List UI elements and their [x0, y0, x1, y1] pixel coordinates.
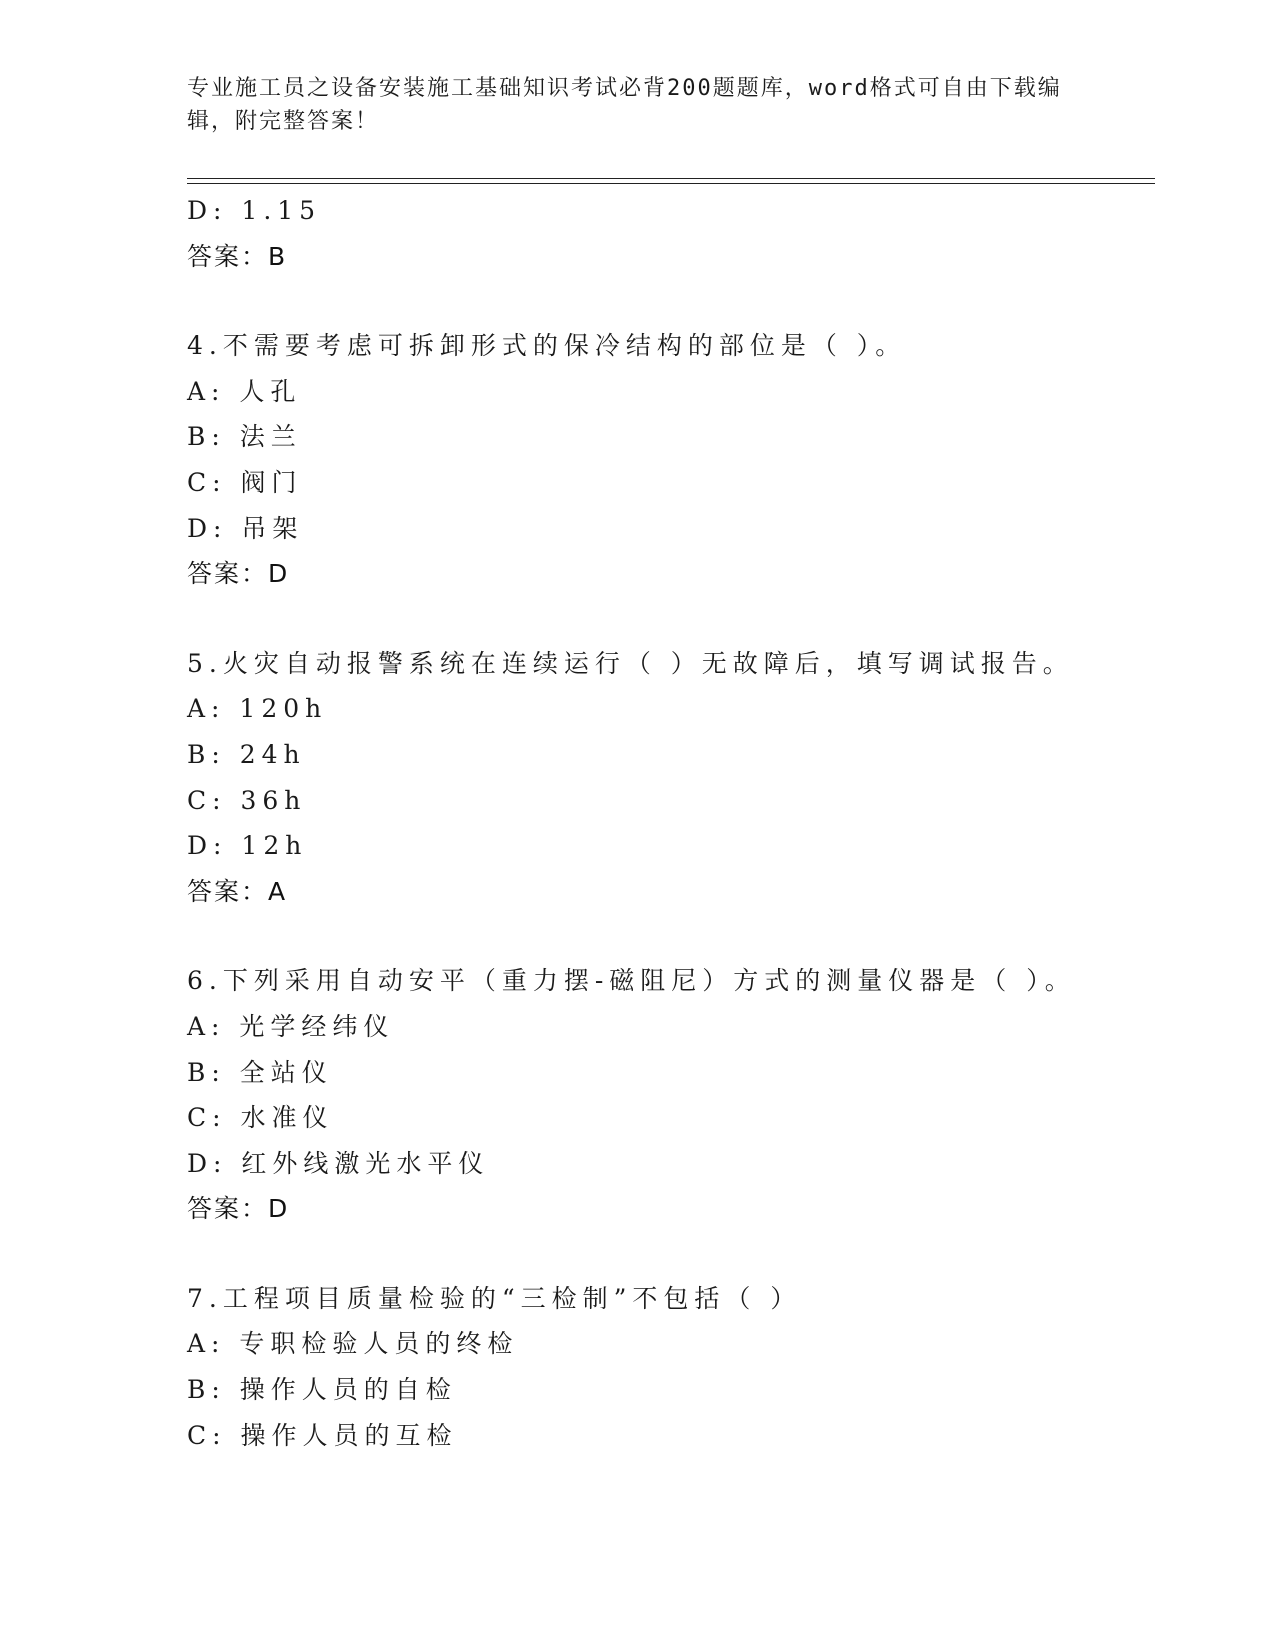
option-b: B: 操作人员的自检 — [187, 1375, 457, 1405]
answer-line: 答案：A — [187, 876, 288, 906]
question-text: 6.下列采用自动安平（重力摆-磁阻尼）方式的测量仪器是（ ）。 — [187, 966, 1076, 996]
answer-line: 答案：D — [187, 1194, 290, 1224]
question-4 — [187, 323, 1155, 597]
option-a: A: 专职检验人员的终检 — [187, 1329, 519, 1359]
option-c: C: 36h — [187, 785, 307, 815]
option-d: D: 12h — [187, 831, 308, 861]
option-b: B: 24h — [187, 739, 306, 769]
spacer — [187, 1232, 1155, 1276]
answer-line: 答案：B — [187, 241, 288, 271]
option-a: A: 120h — [187, 694, 328, 724]
question-text: 5.火灾自动报警系统在连续运行（ ）无故障后，填写调试报告。 — [187, 648, 1074, 678]
spacer — [187, 914, 1155, 958]
question-7 — [187, 1276, 1155, 1458]
option-c: C: 操作人员的互检 — [187, 1420, 458, 1450]
header-divider-bottom — [187, 183, 1155, 184]
option-d: D: 吊架 — [187, 513, 304, 543]
option-b: B: 全站仪 — [187, 1057, 333, 1087]
question-text: 4.不需要考虑可拆卸形式的保冷结构的部位是（ ）。 — [187, 331, 907, 361]
option-a: A: 人孔 — [187, 376, 302, 406]
option-a: A: 光学经纬仪 — [187, 1011, 395, 1041]
spacer — [187, 279, 1155, 323]
option-d: D: 1.15 — [187, 196, 322, 225]
header-divider-top — [187, 178, 1155, 179]
option-c: C: 阀门 — [187, 467, 303, 497]
option-d: D: 红外线激光水平仪 — [187, 1148, 490, 1178]
document-header-title: 专业施工员之设备安装施工基础知识考试必背200题题库，word格式可自由下载编辑，附完整答案！ — [187, 76, 1062, 134]
question-6 — [187, 958, 1155, 1232]
option-b: B: 法兰 — [187, 422, 302, 452]
spacer — [187, 597, 1155, 641]
question-3-continuation — [187, 188, 1155, 279]
question-5 — [187, 641, 1155, 915]
option-c: C: 水准仪 — [187, 1103, 334, 1133]
question-text: 7.工程项目质量检验的“三检制”不包括（ ） — [187, 1283, 802, 1313]
answer-line: 答案：D — [187, 559, 290, 589]
question-list — [187, 188, 1155, 1458]
